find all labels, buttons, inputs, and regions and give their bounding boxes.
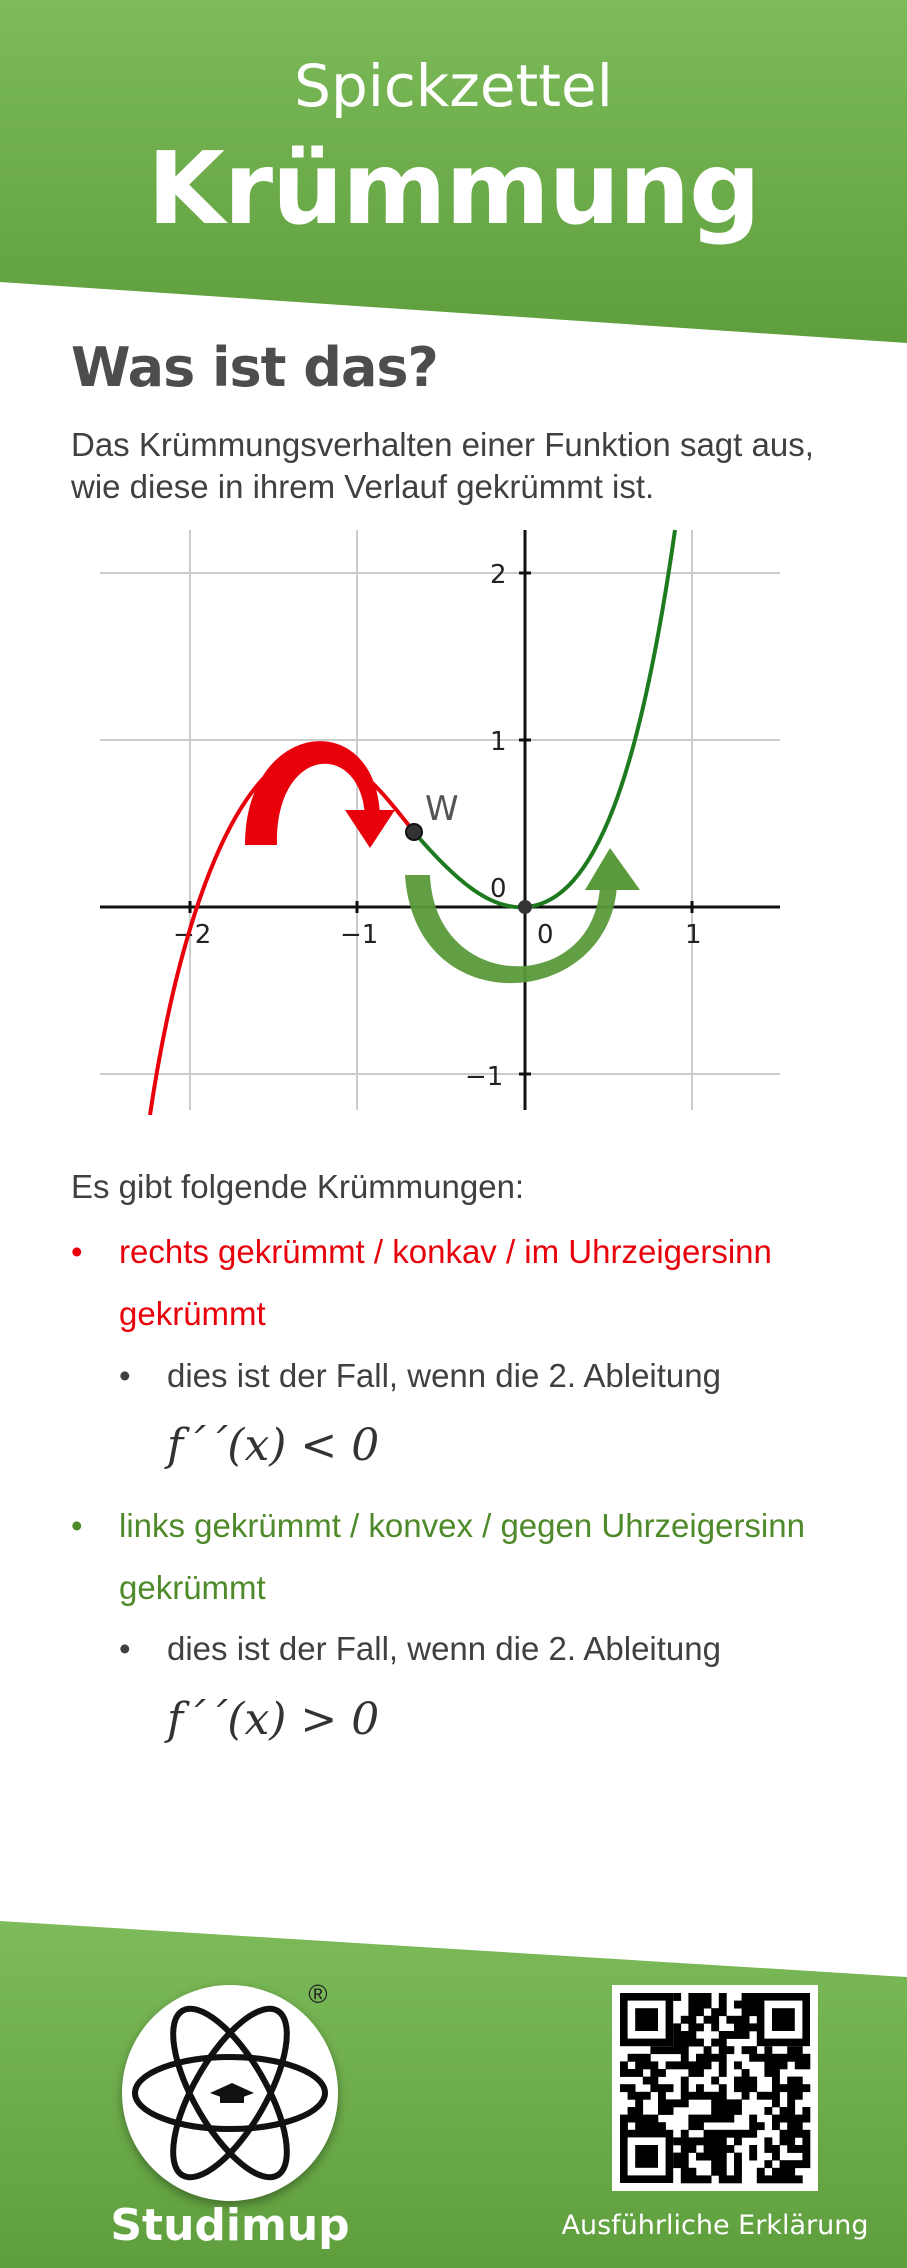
list-subitem — [119, 1357, 819, 1397]
brand-name: Studimup — [110, 2200, 350, 2251]
inflection-point — [406, 824, 422, 840]
x-tick-label: 0 — [537, 920, 554, 950]
bullet-dot: • — [119, 1630, 131, 1667]
list-intro: Es gibt folgende Krümmungen: — [71, 1168, 525, 1205]
x-tick-label: −1 — [340, 920, 379, 950]
list-subitem — [119, 1630, 819, 1670]
list-subitem-text: dies ist der Fall, wenn die 2. Ableitung — [167, 1630, 721, 1667]
bullet-dot: • — [71, 1233, 83, 1270]
x-tick-label: 1 — [685, 920, 702, 950]
bullet-dot: • — [119, 1357, 131, 1394]
list-item — [71, 1221, 871, 1345]
y-tick-label: −1 — [465, 1062, 504, 1092]
qr-code-icon[interactable] — [612, 1985, 818, 2191]
y-tick-label: 2 — [490, 560, 507, 590]
x-tick-label: −2 — [173, 920, 212, 950]
origin-point — [518, 900, 532, 914]
y-tick-label: 0 — [490, 874, 507, 904]
section-heading: Was ist das? — [71, 336, 438, 399]
list-item-label: rechts gekrümmt / konkav / im Uhrzeigersinn gekrümmt — [119, 1233, 772, 1332]
header-subtitle: Spickzettel — [294, 52, 613, 120]
logo — [122, 1985, 338, 2201]
bullet-dot: • — [71, 1507, 83, 1544]
left-curvature-arrow-icon — [405, 848, 640, 983]
list-item-label: links gekrümmt / konvex / gegen Uhrzeigersinn gekrümmt — [119, 1507, 805, 1606]
formula: f´´(x) > 0 — [167, 1694, 380, 1745]
qr-caption: Ausführliche Erklärung — [561, 2210, 869, 2241]
list-subitem-text: dies ist der Fall, wenn die 2. Ableitung — [167, 1357, 721, 1394]
formula: f´´(x) < 0 — [167, 1420, 380, 1471]
function-graph — [95, 525, 795, 1115]
y-tick-label: 1 — [490, 727, 507, 757]
registered-mark: ® — [308, 1979, 328, 2009]
page-title: Krümmung — [147, 130, 760, 247]
qr-code-graphic — [612, 1985, 818, 2191]
inflection-point-label: W — [425, 789, 459, 829]
right-curvature-arrow-icon — [245, 741, 395, 848]
atom-graduation-cap-icon — [122, 1985, 338, 2201]
convex-curve — [414, 530, 675, 907]
list-item — [71, 1495, 871, 1619]
intro-text: Das Krümmungsverhalten einer Funktion sagt aus, wie diese in ihrem Verlauf gekrümmt ist. — [71, 426, 814, 505]
